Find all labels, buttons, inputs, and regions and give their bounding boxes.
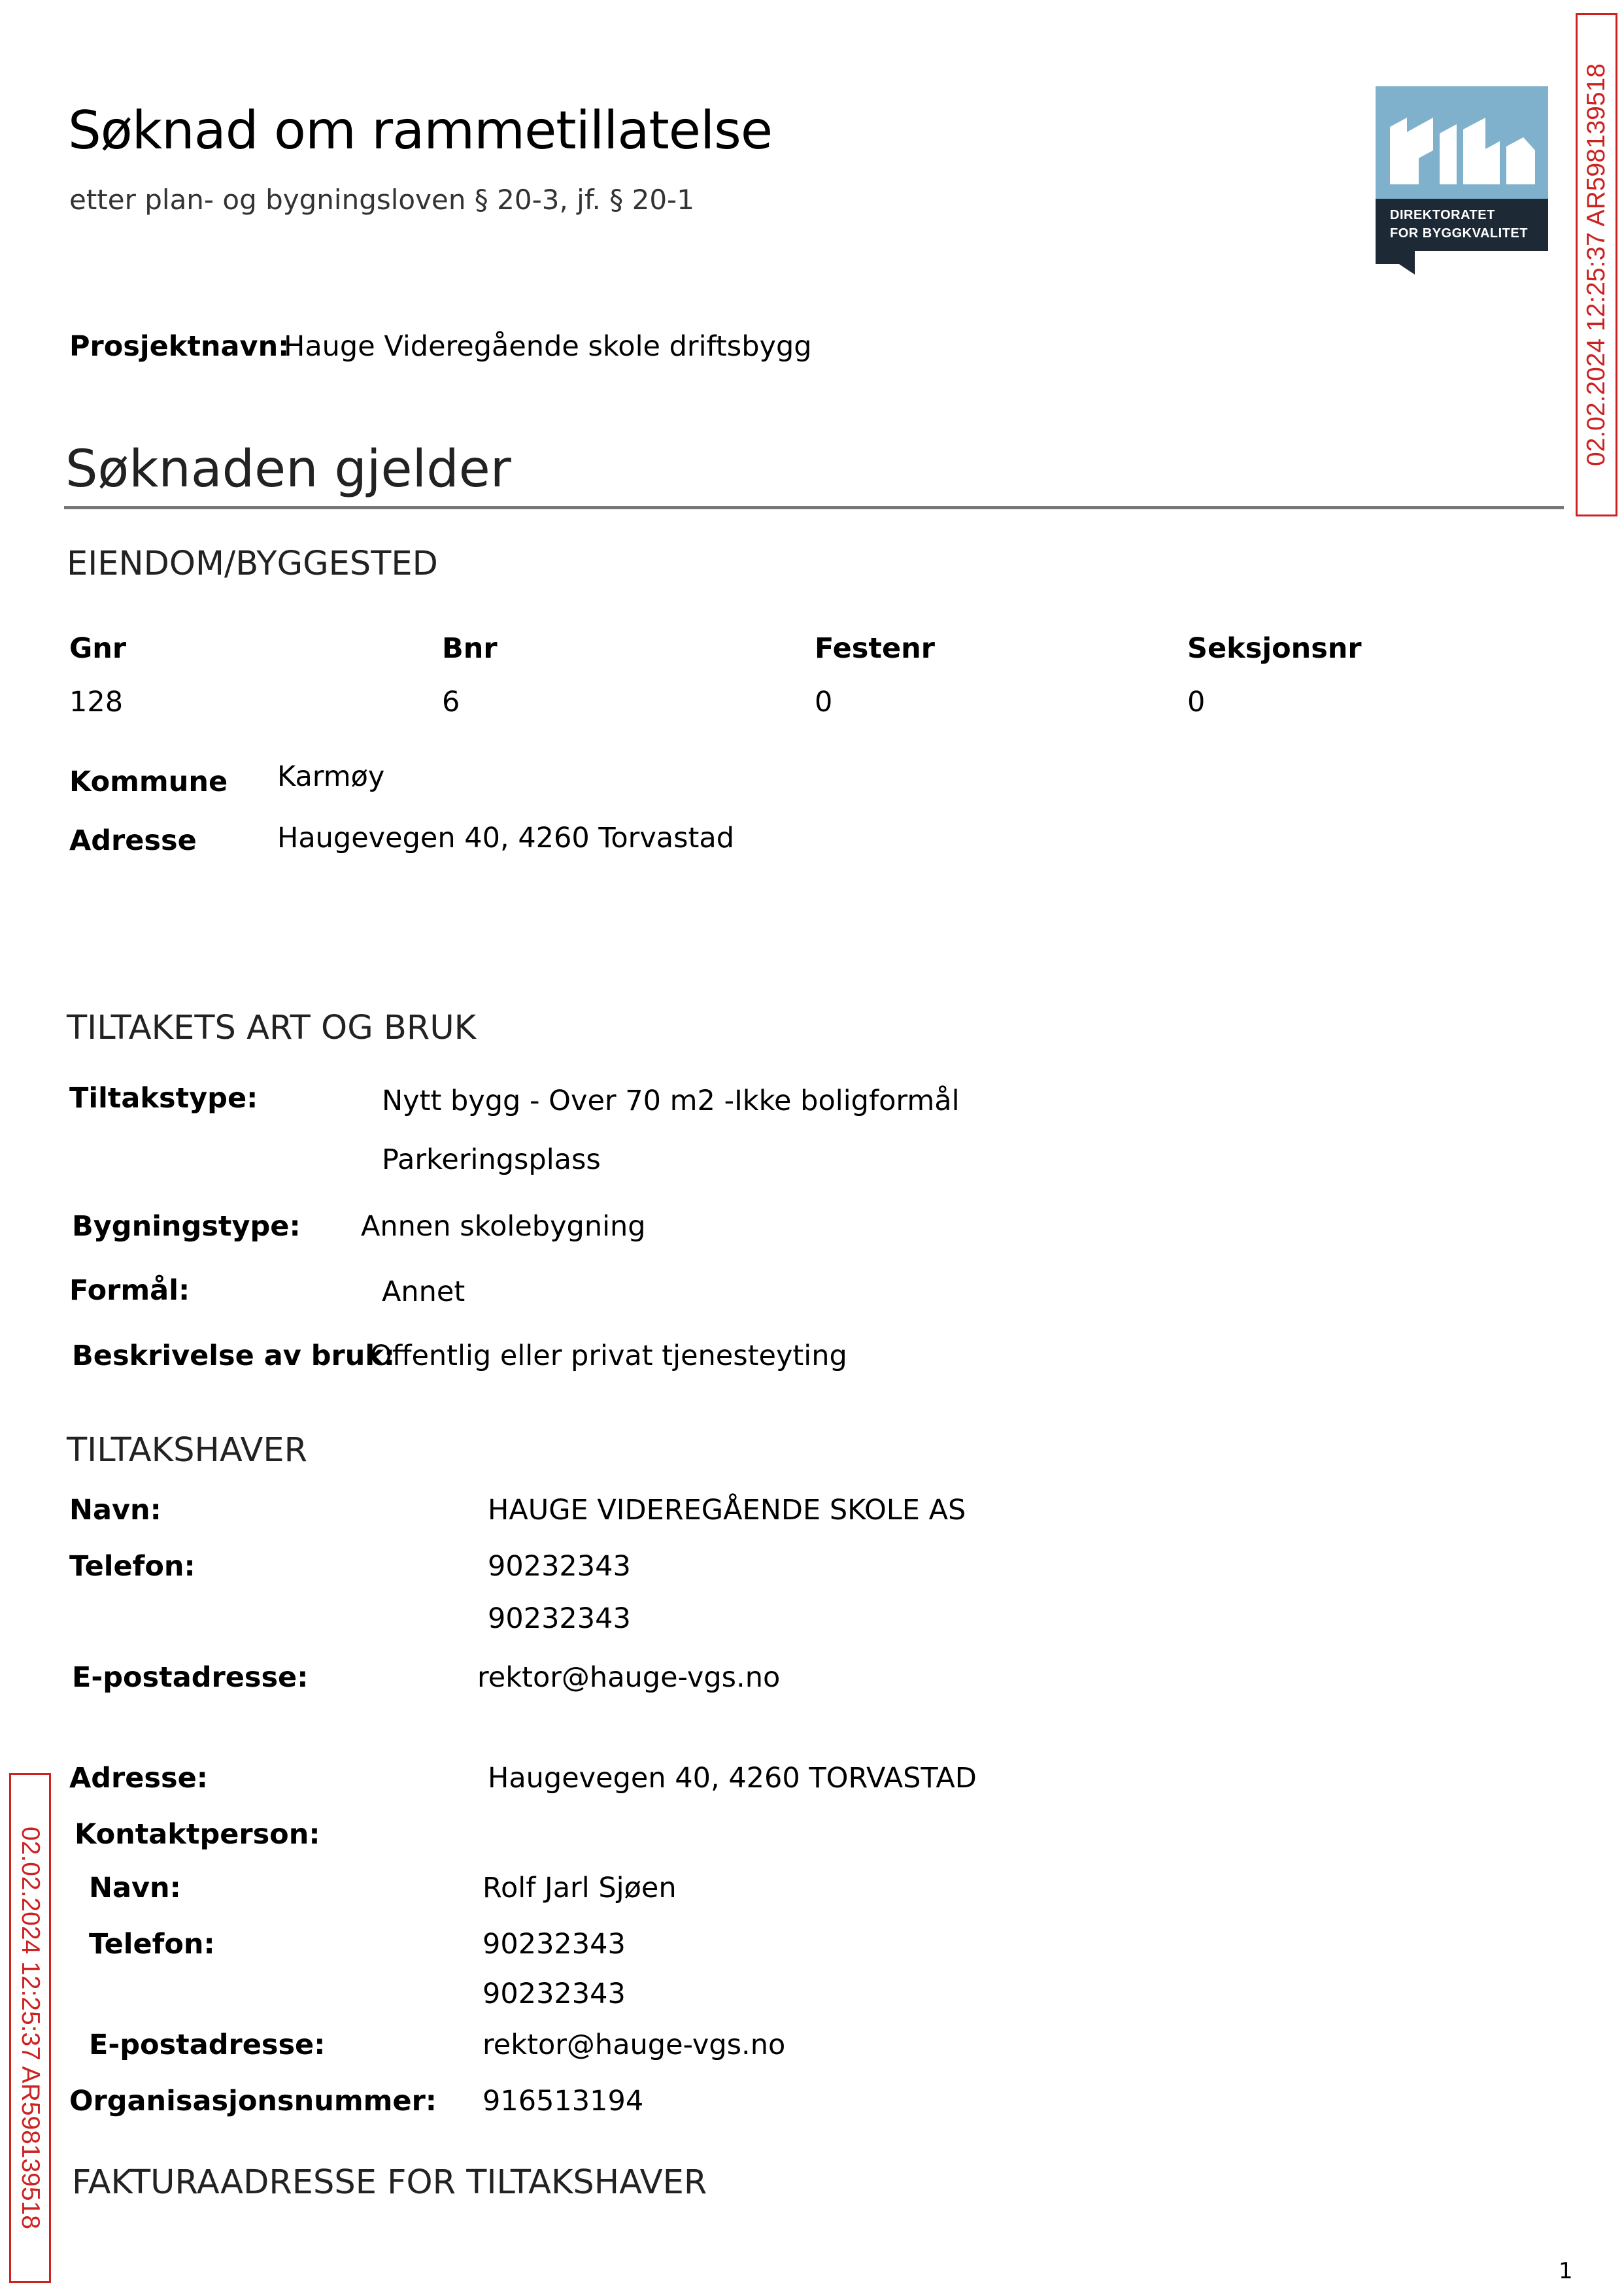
logo-text-band	[1376, 199, 1548, 251]
tiltakshaver-telefon-label: Telefon:	[69, 1550, 195, 1583]
kommune-value: Karmøy	[277, 760, 385, 793]
tiltakshaver-telefon-value-2: 90232343	[488, 1602, 631, 1635]
tiltakshaver-adresse-value: Haugevegen 40, 4260 TORVASTAD	[488, 1762, 977, 1795]
tiltakstype-label: Tiltakstype:	[69, 1082, 258, 1115]
adresse-value: Haugevegen 40, 4260 Torvastad	[277, 822, 735, 854]
orgnr-label: Organisasjonsnummer:	[69, 2085, 437, 2117]
kontakt-epost-label: E-postadresse:	[89, 2029, 326, 2061]
tiltakstype-value-2: Parkeringsplass	[382, 1143, 601, 1176]
section-divider	[64, 506, 1564, 509]
logo-building-graphic	[1376, 86, 1548, 199]
logo-line-2: FOR BYGGKVALITET	[1390, 226, 1528, 241]
adresse-label: Adresse	[69, 824, 197, 857]
tiltakshaver-navn-label: Navn:	[69, 1494, 161, 1527]
kommune-label: Kommune	[69, 766, 228, 798]
tiltakshaver-heading: TILTAKSHAVER	[67, 1431, 308, 1470]
festenr-value: 0	[815, 686, 833, 718]
project-name-value: Hauge Videregående skole driftsbygg	[284, 330, 812, 363]
festenr-label: Festenr	[815, 632, 935, 665]
eiendom-heading: EIENDOM/BYGGESTED	[67, 545, 438, 583]
timestamp-stamp-left	[9, 1773, 51, 2283]
logo-ribbon	[1376, 251, 1548, 275]
tiltakstype-value-1: Nytt bygg - Over 70 m2 -Ikke boligformål	[382, 1085, 960, 1117]
kontakt-telefon-value-1: 90232343	[482, 1928, 626, 1961]
bruk-value: Offentlig eller privat tjenesteyting	[370, 1340, 847, 1372]
tiltakshaver-navn-value: HAUGE VIDEREGÅENDE SKOLE AS	[488, 1494, 966, 1527]
page-number: 1	[1559, 2258, 1573, 2284]
project-name-label: Prosjektnavn:	[69, 330, 290, 363]
dibk-logo	[1376, 86, 1548, 275]
logo-line-1: DIREKTORATET	[1390, 208, 1495, 222]
kontakt-navn-value: Rolf Jarl Sjøen	[482, 1872, 677, 1904]
orgnr-value: 916513194	[482, 2085, 644, 2117]
stamp-text: 02.02.2024 12:25:37 AR598139518	[16, 1827, 44, 2229]
bnr-value: 6	[442, 686, 460, 718]
tiltakshaver-telefon-value-1: 90232343	[488, 1550, 631, 1583]
faktura-heading: FAKTURAADRESSE FOR TILTAKSHAVER	[72, 2163, 707, 2202]
formal-value: Annet	[382, 1275, 465, 1308]
bruk-label: Beskrivelse av bruk:	[72, 1340, 396, 1372]
document-title: Søknad om rammetillatelse	[68, 100, 773, 161]
timestamp-stamp-top	[1576, 13, 1617, 516]
kontakt-navn-label: Navn:	[89, 1872, 181, 1904]
seksjonsnr-value: 0	[1187, 686, 1206, 718]
formal-label: Formål:	[69, 1274, 190, 1307]
kontakt-telefon-label: Telefon:	[89, 1928, 215, 1961]
kontaktperson-label: Kontaktperson:	[75, 1818, 320, 1851]
bygningstype-value: Annen skolebygning	[361, 1210, 646, 1243]
tiltakshaver-epost-value: rektor@hauge-vgs.no	[477, 1661, 781, 1694]
tiltakshaver-adresse-label: Adresse:	[69, 1762, 208, 1795]
stamp-text: 02.02.2024 12:25:37 AR598139518	[1582, 63, 1610, 466]
bnr-label: Bnr	[442, 632, 498, 665]
document-subtitle: etter plan- og bygningsloven § 20-3, jf. § 20-1	[69, 184, 694, 216]
gnr-label: Gnr	[69, 632, 127, 665]
gnr-value: 128	[69, 686, 124, 718]
tiltak-heading: TILTAKETS ART OG BRUK	[67, 1009, 477, 1047]
seksjonsnr-label: Seksjonsnr	[1187, 632, 1362, 665]
tiltakshaver-epost-label: E-postadresse:	[72, 1661, 309, 1694]
section-title: Søknaden gjelder	[65, 440, 511, 499]
kontakt-telefon-value-2: 90232343	[482, 1978, 626, 2010]
kontakt-epost-value: rektor@hauge-vgs.no	[482, 2029, 786, 2061]
bygningstype-label: Bygningstype:	[72, 1210, 301, 1243]
